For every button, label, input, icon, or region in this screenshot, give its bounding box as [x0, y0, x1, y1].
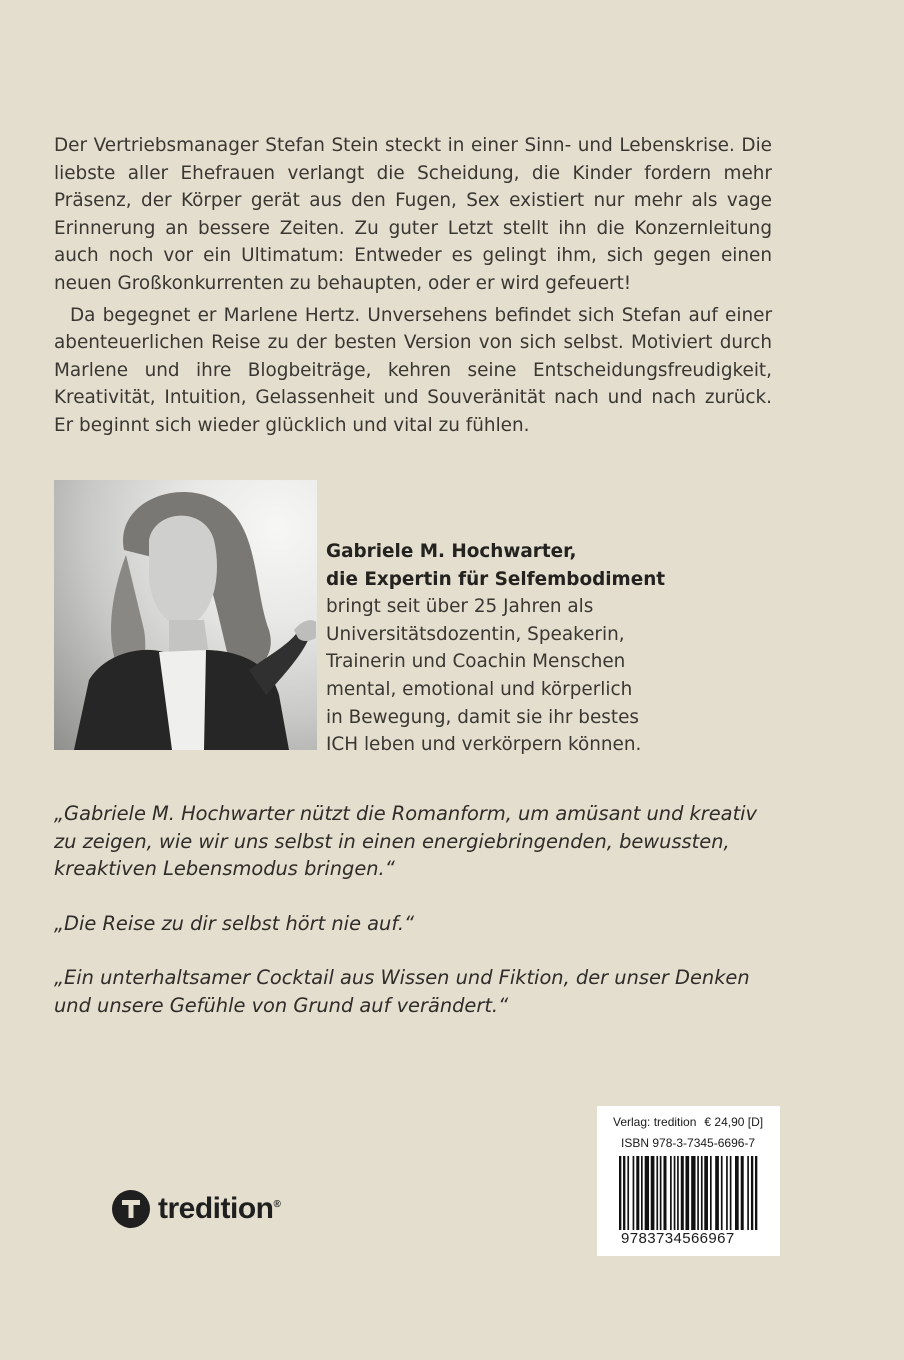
barcode-bar	[741, 1156, 744, 1230]
barcode-bar	[619, 1156, 621, 1230]
barcode-digits: 9783734566967	[621, 1230, 735, 1247]
author-portrait-illustration	[54, 480, 317, 750]
barcode-bar	[651, 1156, 655, 1230]
barcode-bar	[755, 1156, 757, 1230]
tredition-logo-icon	[112, 1190, 150, 1228]
barcode-price: € 24,90 [D]	[704, 1115, 764, 1129]
barcode-bar	[735, 1156, 739, 1230]
barcode-publisher-line	[613, 1115, 763, 1129]
review-quotes	[54, 800, 784, 1047]
barcode-bar	[627, 1156, 629, 1230]
barcode-bar	[663, 1156, 666, 1230]
barcode-bar	[670, 1156, 672, 1230]
author-bio	[326, 538, 706, 759]
book-blurb	[54, 132, 772, 440]
barcode-bar	[636, 1156, 639, 1230]
quote-2: „Die Reise zu dir selbst hört nie auf.“	[54, 911, 415, 935]
publisher-logo	[112, 1190, 280, 1228]
barcode-bar	[751, 1156, 753, 1230]
barcode-bar	[623, 1156, 625, 1230]
author-name: Gabriele M. Hochwarter,	[326, 541, 577, 562]
barcode-bar	[681, 1156, 684, 1230]
barcode-bar	[633, 1156, 635, 1230]
author-bio-text: bringt seit über 25 Jahren als Universitätsdozentin, Speakerin, Trainerin und Coachin Menschen mental, emotional und körperlich in Bewegung, damit sie ihr bestes ICH leben und verkörpern können.	[326, 596, 642, 756]
publisher-wordmark	[158, 1192, 280, 1226]
barcode-bar	[685, 1156, 689, 1230]
barcode-bar	[656, 1156, 658, 1230]
barcode-bar	[747, 1156, 749, 1230]
publisher-name: tredition	[158, 1192, 274, 1225]
barcode-bar	[645, 1156, 649, 1230]
barcode-label	[597, 1106, 780, 1256]
author-photo	[54, 480, 317, 750]
blurb-paragraph-2: Da begegnet er Marlene Hertz. Unversehens befindet sich Stefan auf einer abenteuerlichen Reise zu der besten Version von sich selbst. Motiviert durch Marlene und ihre Blogbeiträge, kehren seine Entscheidungsfreudigkeit, Kreativität, Intuition, Gelassenheit und Souveränität nach und nach zurück. Er beginnt sich wieder glücklich und vital zu fühlen.	[54, 304, 772, 436]
barcode-bar	[691, 1156, 695, 1230]
barcode-bar	[674, 1156, 676, 1230]
barcode-bar	[641, 1156, 643, 1230]
barcode-bar	[677, 1156, 679, 1230]
barcode-bar	[701, 1156, 703, 1230]
barcode-bar	[715, 1156, 719, 1230]
author-title: die Expertin für Selfembodiment	[326, 568, 666, 590]
barcode-bar	[726, 1156, 728, 1230]
barcode-bar	[710, 1156, 712, 1230]
barcode-bars	[619, 1156, 759, 1230]
barcode-bar	[697, 1156, 699, 1230]
barcode-bar	[721, 1156, 723, 1230]
quote-3: „Ein unterhaltsamer Cocktail aus Wissen und Fiktion, der unser Denken und unsere Gefühle von Grund auf verändert.“	[54, 966, 750, 1017]
barcode-publisher: Verlag: tredition	[613, 1115, 697, 1129]
barcode-bar	[660, 1156, 662, 1230]
quote-1: „Gabriele M. Hochwarter nützt die Romanform, um amüsant und kreativ zu zeigen, wie wir uns selbst in einen energiebringenden, bewussten, kreaktiven Lebensmodus bringen.“	[54, 802, 758, 881]
barcode-bar	[704, 1156, 708, 1230]
barcode-bar	[730, 1156, 732, 1230]
barcode-isbn: ISBN 978-3-7345-6696-7	[621, 1136, 756, 1150]
blurb-paragraph-1: Der Vertriebsmanager Stefan Stein steckt in einer Sinn- und Lebenskrise. Die liebste aller Ehefrauen verlangt die Scheidung, die Kinder fordern mehr Präsenz, der Körper gerät aus den Fugen, Sex existiert nur mehr als vage Erinnerung an bessere Zeiten. Zu guter Letzt stellt ihn die Konzernleitung auch noch vor ein Ultimatum: Entweder es gelingt ihm, sich gegen einen neuen Großkonkurrenten zu behaupten, oder er wird gefeuert!	[54, 135, 772, 294]
registered-mark: ®	[273, 1199, 281, 1210]
